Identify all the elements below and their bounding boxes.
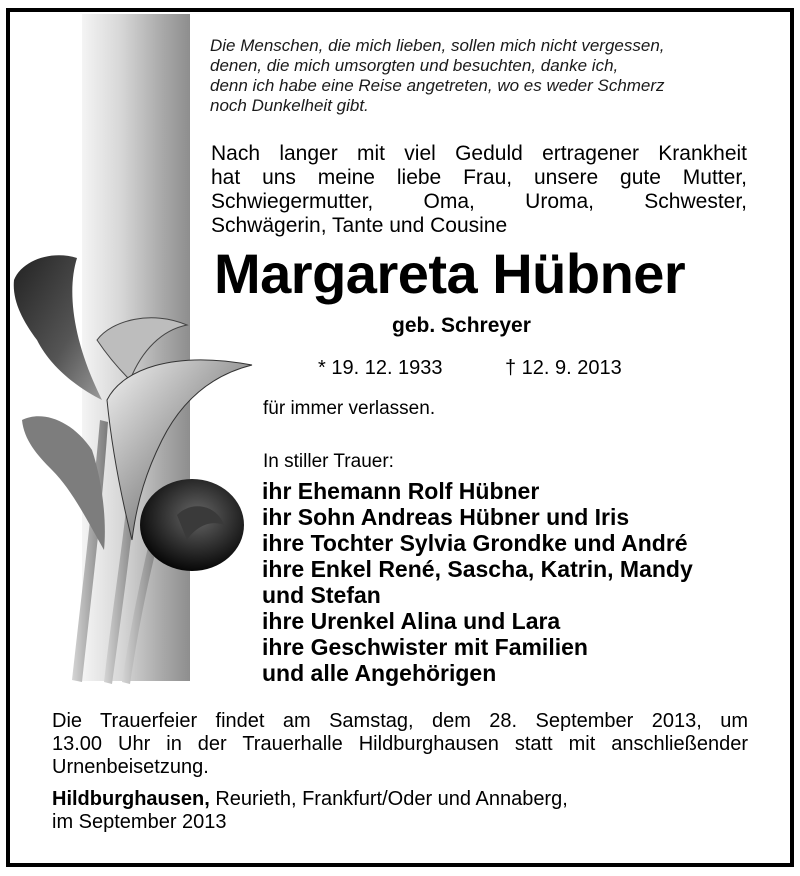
family-line: und Stefan — [262, 582, 381, 608]
funeral-line: 13.00 Uhr in der Trauerhalle Hildburghausen statt mit anschließender — [52, 733, 748, 755]
family-line: ihr Ehemann Rolf Hübner — [262, 478, 540, 504]
poem-line: denen, die mich umsorgten und besuchten, danke ich, — [210, 56, 619, 75]
intro-line: Schwiegermutter, Oma, Uroma, Schwester, — [211, 190, 747, 213]
funeral-info — [52, 710, 748, 779]
family-line: ihre Tochter Sylvia Grondke und André — [262, 530, 688, 556]
place-city-bold: Hildburghausen, — [52, 788, 210, 810]
place-date: im September 2013 — [52, 811, 227, 833]
poem — [210, 36, 665, 116]
maiden-name: geb. Schreyer — [392, 314, 531, 337]
intro-line: Nach langer mit viel Geduld ertragener Krankheit — [211, 142, 747, 165]
family-line: ihr Sohn Andreas Hübner und Iris — [262, 504, 630, 530]
place-and-date — [52, 788, 568, 834]
left-text: für immer verlassen. — [263, 398, 436, 419]
dark-petal — [14, 255, 102, 400]
family-line: und alle Angehörigen — [262, 660, 497, 686]
intro-line: Schwägerin, Tante und Cousine — [211, 214, 508, 237]
family-line: ihre Enkel René, Sascha, Katrin, Mandy — [262, 556, 693, 582]
intro-paragraph — [211, 142, 747, 238]
family-line: ihre Geschwister mit Familien — [262, 634, 588, 660]
place-cities: Reurieth, Frankfurt/Oder und Annaberg, — [209, 788, 568, 810]
birth-date: * 19. 12. 1933 — [318, 357, 443, 379]
poem-line: Die Menschen, die mich lieben, sollen mich nicht vergessen, — [210, 36, 665, 55]
intro-line: hat uns meine liebe Frau, unsere gute Mutter, — [211, 166, 747, 189]
funeral-line: Urnenbeisetzung. — [52, 756, 209, 778]
poem-line: noch Dunkelheit gibt. — [210, 96, 369, 115]
family-list — [262, 478, 693, 686]
family-line: ihre Urenkel Alina und Lara — [262, 608, 561, 634]
poem-line: denn ich habe eine Reise angetreten, wo es weder Schmerz — [210, 76, 665, 95]
funeral-line: Die Trauerfeier findet am Samstag, dem 28. September 2013, um — [52, 710, 748, 732]
calla-lily-illustration — [12, 250, 262, 690]
deceased-name: Margareta Hübner — [214, 242, 686, 305]
mourners-label: In stiller Trauer: — [263, 451, 394, 472]
death-date: † 12. 9. 2013 — [505, 357, 622, 379]
